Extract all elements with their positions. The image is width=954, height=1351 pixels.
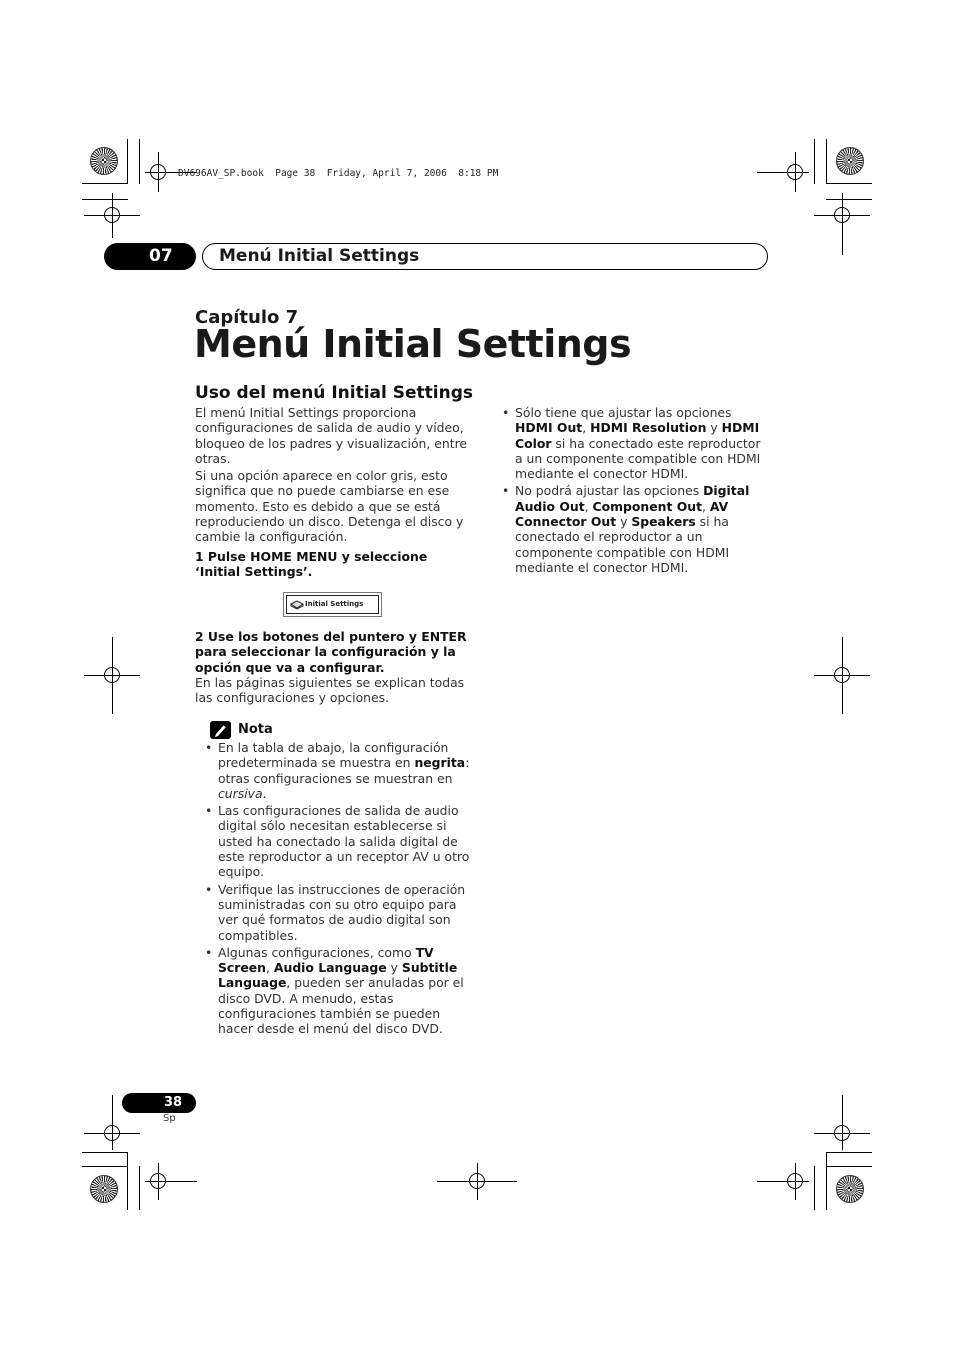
note-label: Nota	[238, 722, 273, 737]
menu-button-label: Initial Settings	[305, 600, 364, 608]
registration-sun-icon	[90, 147, 118, 175]
page-language: Sp	[163, 1113, 176, 1124]
hdmi-note-2: • No podrá ajustar las opciones Digital Audio Out, Component Out, AV Connector Out y Speakers si ha conectado el reproductor a un componente compatible con HDMI mediante el conector HDMI.	[492, 483, 768, 575]
step-2: 2 Use los botones del puntero y ENTER para seleccionar la configuración y la opción que va a configurar.	[195, 629, 467, 675]
print-slug: DV696AV_SP.book Page 38 Friday, April 7, 2006 8:18 PM	[178, 168, 499, 179]
note-icon	[210, 721, 231, 739]
notes-list	[195, 740, 473, 1037]
note-item: • En la tabla de abajo, la configuración predeterminada se muestra en negrita: otras configuraciones se muestran en cursiva.	[195, 740, 473, 801]
registration-sun-icon	[836, 1175, 864, 1203]
note-item: • Verifique las instrucciones de operación suministradas con su otro equipo para ver qué formatos de audio digital son compatibles.	[195, 882, 473, 943]
left-column-lower	[195, 629, 473, 705]
page-title: Menú Initial Settings	[194, 322, 632, 366]
left-column	[195, 383, 473, 579]
explanation-paragraph: En las páginas siguientes se explican todas las configuraciones y opciones.	[195, 674, 465, 706]
toolbox-icon	[290, 600, 304, 610]
note-item: • Las configuraciones de salida de audio digital sólo necesitan establecerse si usted ha conectado la salida digital de este reproductor a un receptor AV u otro equipo.	[195, 803, 473, 879]
intro-paragraph: El menú Initial Settings proporciona configuraciones de salida de audio y vídeo, bloqueo de los padres y visualización, entre otras.	[195, 405, 468, 466]
grey-option-paragraph: Si una opción aparece en color gris, esto significa que no puede cambiarse en ese momento. Esto es debido a que se está reproduciendo un disco. Detenga el disco y cambie la configuración.	[195, 468, 464, 545]
note-item: • Algunas configuraciones, como TV Screen, Audio Language y Subtitle Language, pueden ser anuladas por el disco DVD. A menudo, estas configuraciones también se pueden hacer desde el menú del disco DVD.	[195, 945, 473, 1037]
chapter-header-bar	[202, 243, 768, 270]
initial-settings-menu-button[interactable]	[283, 592, 382, 617]
chapter-number-badge: 07	[104, 243, 196, 270]
hdmi-note-1: • Sólo tiene que ajustar las opciones HDMI Out, HDMI Resolution y HDMI Color si ha conectado este reproductor a un componente compatible con HDMI mediante el conector HDMI.	[492, 405, 768, 481]
right-column	[492, 405, 768, 575]
page-number: 38	[122, 1093, 196, 1113]
chapter-header-title: Menú Initial Settings	[219, 246, 420, 266]
section-title: Uso del menú Initial Settings	[195, 383, 474, 403]
registration-sun-icon	[90, 1175, 118, 1203]
registration-sun-icon	[836, 147, 864, 175]
chapter-label: Capítulo 7	[195, 307, 299, 328]
step-1: 1 Pulse HOME MENU y seleccione ‘Initial Settings’.	[195, 548, 428, 579]
